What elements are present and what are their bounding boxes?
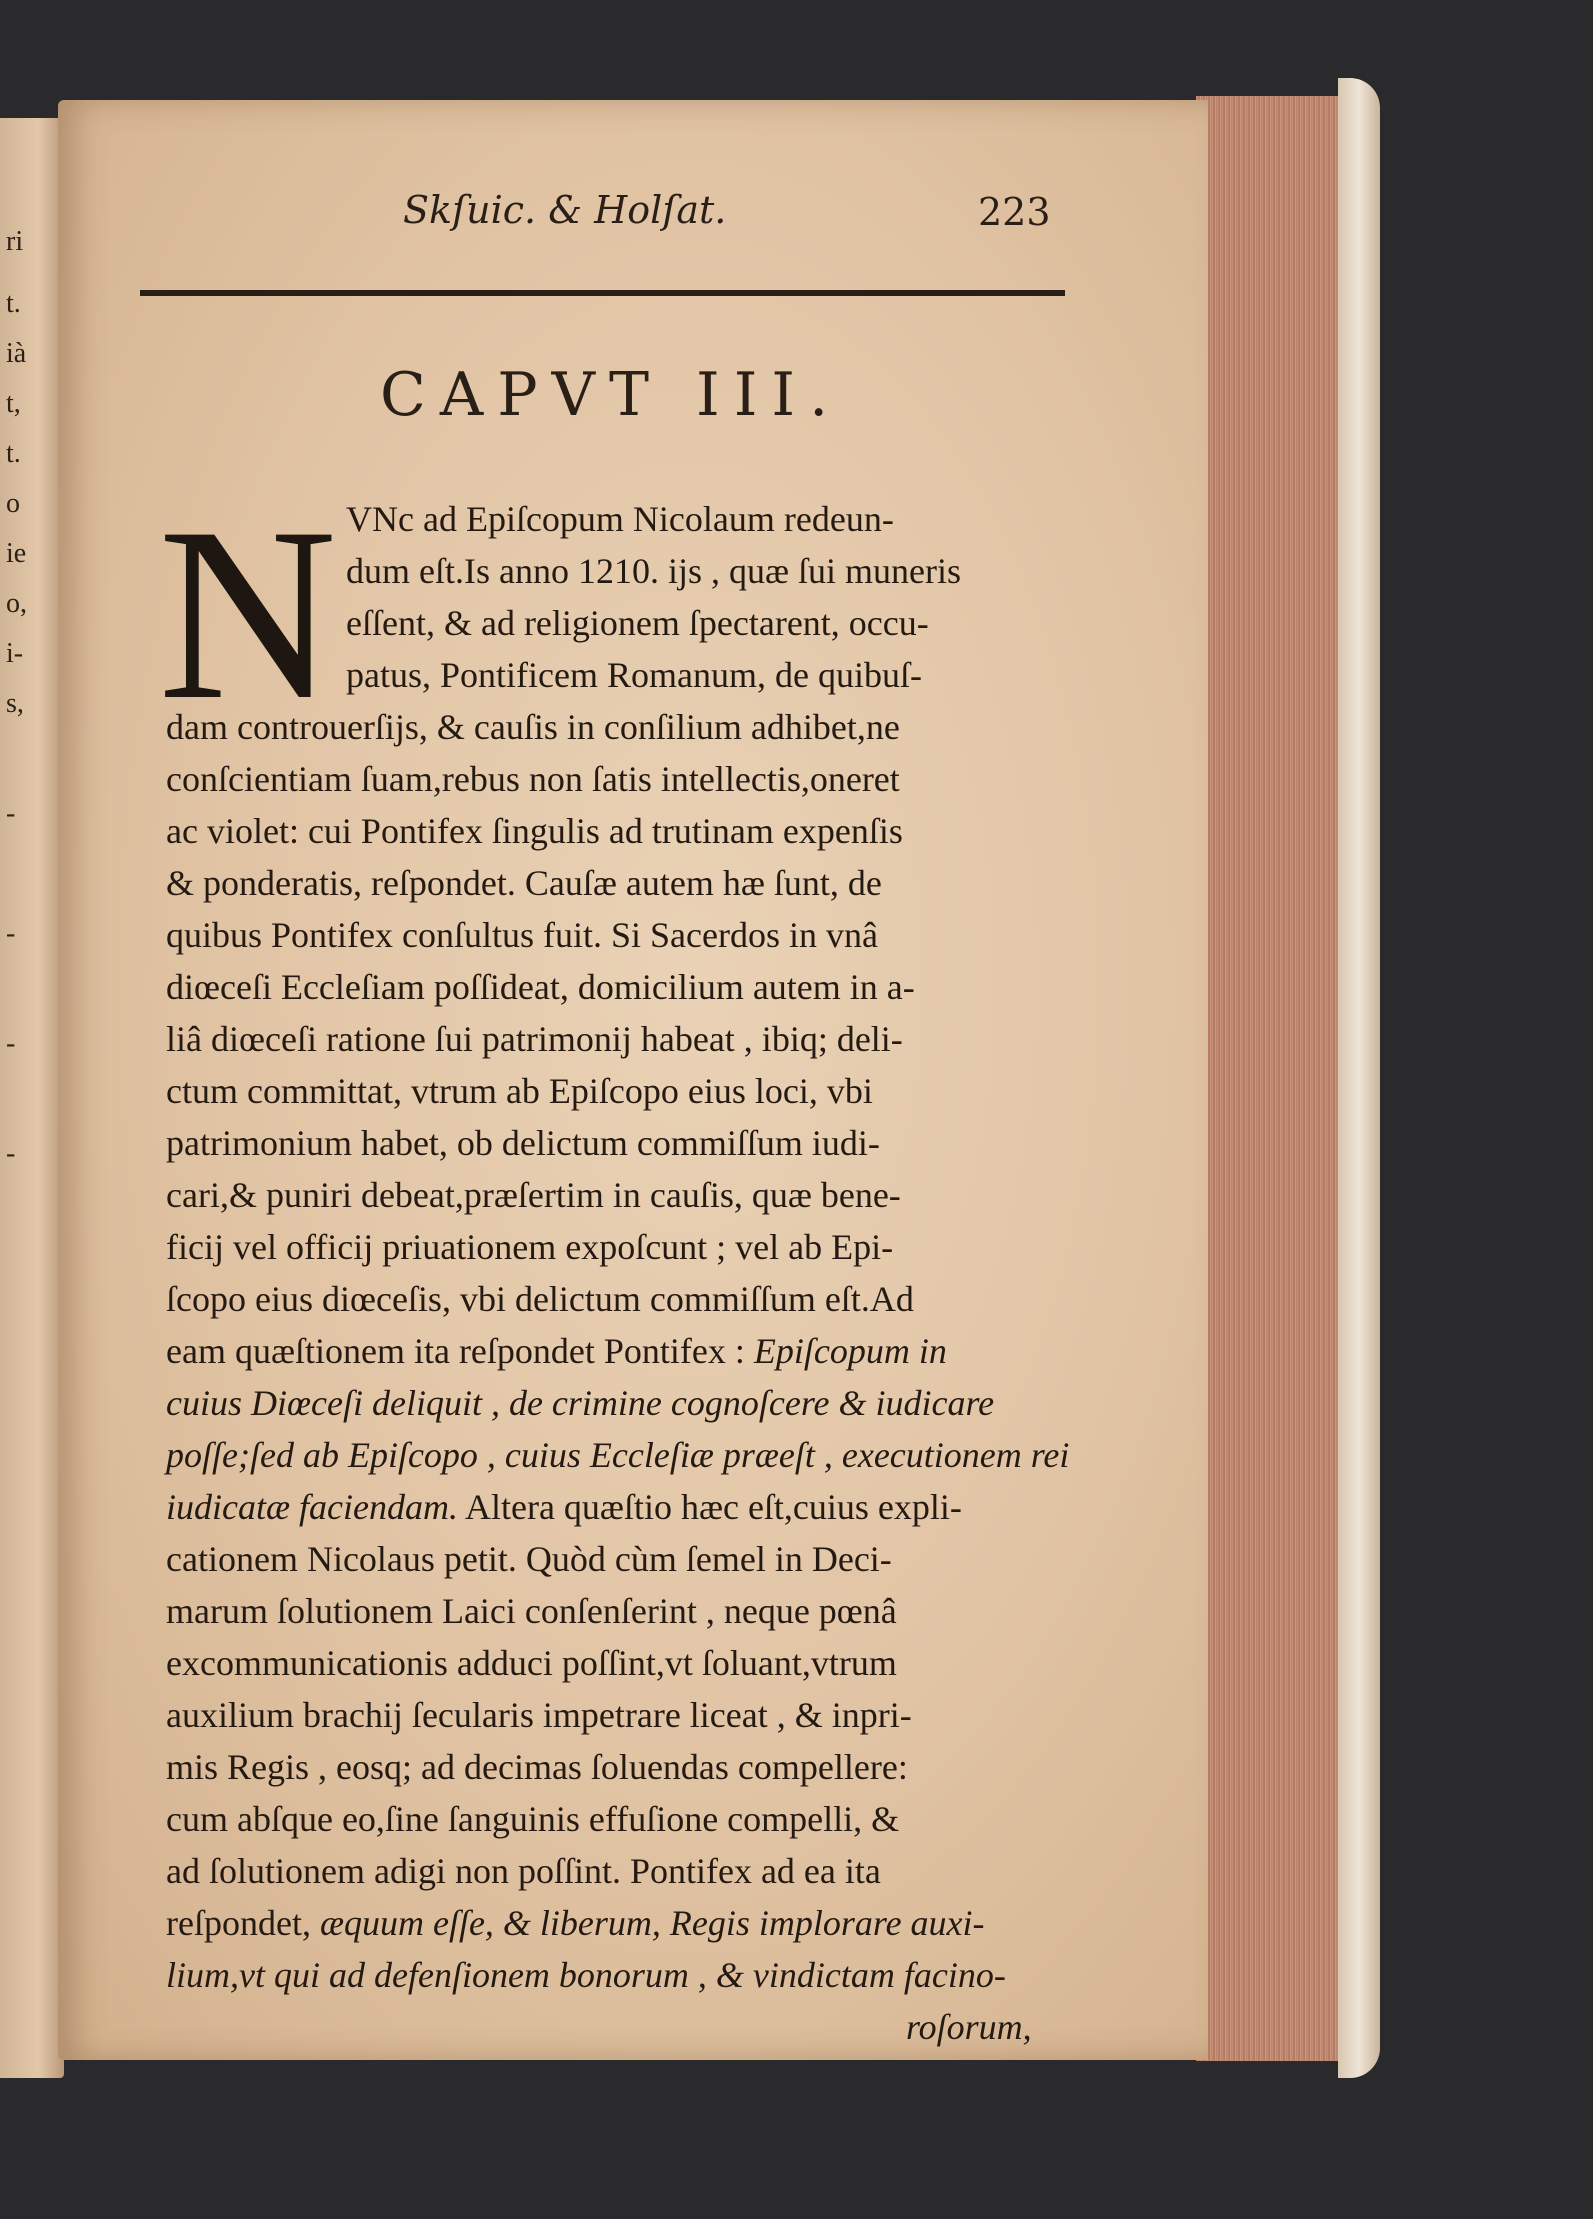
- text-line: cationem Nicolaus petit. Quòd cùm ſemel in Deci-: [166, 1539, 892, 1579]
- drop-cap-initial: N: [158, 476, 338, 751]
- text-span-roman: Altera quæſtio hæc eſt,cuius expli-: [457, 1487, 962, 1527]
- text-line: patrimonium habet, ob delictum commiſſum iudi-: [166, 1123, 880, 1163]
- text-line: ctum committat, vtrum ab Epiſcopo eius loci, vbi: [166, 1071, 873, 1111]
- text-line: & ponderatis, reſpondet. Cauſæ autem hæ ſunt, de: [166, 863, 882, 903]
- page-block-edges: [1196, 96, 1356, 2061]
- text-line: eſſent, & ad religionem ſpectarent, occu-: [346, 603, 929, 643]
- left-page-fragment: t.: [6, 438, 21, 469]
- text-line-italic: poſſe;ſed ab Epiſcopo , cuius Eccleſiæ præeſt , executionem rei: [166, 1435, 1070, 1475]
- text-line: conſcientiam ſuam,rebus non ſatis intellectis,oneret: [166, 759, 900, 799]
- text-line: ficij vel officij priuationem expoſcunt ; vel ab Epi-: [166, 1227, 894, 1267]
- text-line: [166, 1899, 985, 1947]
- text-line: marum ſolutionem Laici conſenſerint , neque pœnâ: [166, 1591, 897, 1631]
- left-page-fragment: o,: [6, 588, 27, 619]
- left-page-fragment: s,: [6, 688, 24, 719]
- header-rule: [140, 290, 1065, 296]
- running-title: Skſuic. & Holſat.: [403, 188, 727, 232]
- left-page-fragment: -: [6, 798, 16, 829]
- chapter-title: CAPVT III.: [380, 360, 843, 430]
- text-line: auxilium brachij ſecularis impetrare liceat , & inpri-: [166, 1695, 912, 1735]
- text-line: [166, 1483, 962, 1531]
- text-span-italic: æquum eſſe, & liberum, Regis implorare auxi-: [310, 1903, 985, 1943]
- text-line-italic: lium,vt qui ad defenſionem bonorum , & vindictam facino-: [166, 1955, 1006, 1995]
- left-page-fragment: -: [6, 1138, 16, 1169]
- text-line-italic: cuius Diœceſi deliquit , de crimine cognoſcere & iudicare: [166, 1383, 995, 1423]
- text-line: quibus Pontifex conſultus fuit. Si Sacerdos in vnâ: [166, 915, 878, 955]
- catchword: roſorum,: [906, 2007, 1032, 2047]
- left-page-fragment: -: [6, 1028, 16, 1059]
- book-cover-edge: [1338, 78, 1380, 2078]
- text-line: mis Regis , eosq; ad decimas ſoluendas compellere:: [166, 1747, 908, 1787]
- text-span-italic: Epiſcopum in: [744, 1331, 947, 1371]
- text-line: cum abſque eo,ſine ſanguinis effuſione compelli, &: [166, 1799, 900, 1839]
- page-number: 223: [978, 190, 1051, 234]
- left-page-fragment: ià: [6, 338, 27, 369]
- text-line: patus, Pontificem Romanum, de quibuſ-: [346, 655, 922, 695]
- text-line: VNc ad Epiſcopum Nicolaum redeun-: [346, 499, 894, 539]
- text-line: [166, 1327, 947, 1375]
- text-line: liâ diœceſi ratione ſui patrimonij habeat , ibiq; deli-: [166, 1019, 903, 1059]
- left-page-fragment: i-: [6, 638, 24, 669]
- text-line: dam controuerſijs, & cauſis in conſilium adhibet,ne: [166, 707, 900, 747]
- left-facing-page: [0, 118, 64, 2078]
- left-page-fragment: -: [6, 918, 16, 949]
- text-line: diœceſi Eccleſiam poſſideat, domicilium autem in a-: [166, 967, 915, 1007]
- text-line: ſcopo eius diœceſis, vbi delictum commiſſum eſt.Ad: [166, 1279, 914, 1319]
- book-page: [58, 100, 1208, 2060]
- text-span-roman: reſpondet,: [166, 1903, 311, 1943]
- left-page-fragment: o: [6, 488, 20, 519]
- text-line: ad ſolutionem adigi non poſſint. Pontifex ad ea ita: [166, 1851, 881, 1891]
- text-line: ac violet: cui Pontifex ſingulis ad trutinam expenſis: [166, 811, 903, 851]
- left-page-fragment: t.: [6, 288, 21, 319]
- text-line: dum eſt.Is anno 1210. ijs , quæ ſui muneris: [346, 551, 961, 591]
- page-header: [58, 188, 1208, 248]
- text-span-italic: iudicatæ faciendam.: [166, 1487, 458, 1527]
- left-page-fragment: t,: [6, 388, 21, 419]
- text-line: excommunicationis adduci poſſint,vt ſoluant,vtrum: [166, 1643, 897, 1683]
- text-line: cari,& puniri debeat,præſertim in cauſis, quæ bene-: [166, 1175, 901, 1215]
- left-page-fragment: ri: [6, 226, 24, 257]
- text-span-roman: eam quæſtionem ita reſpondet Pontifex :: [166, 1331, 745, 1371]
- left-page-fragment: ie: [6, 538, 27, 569]
